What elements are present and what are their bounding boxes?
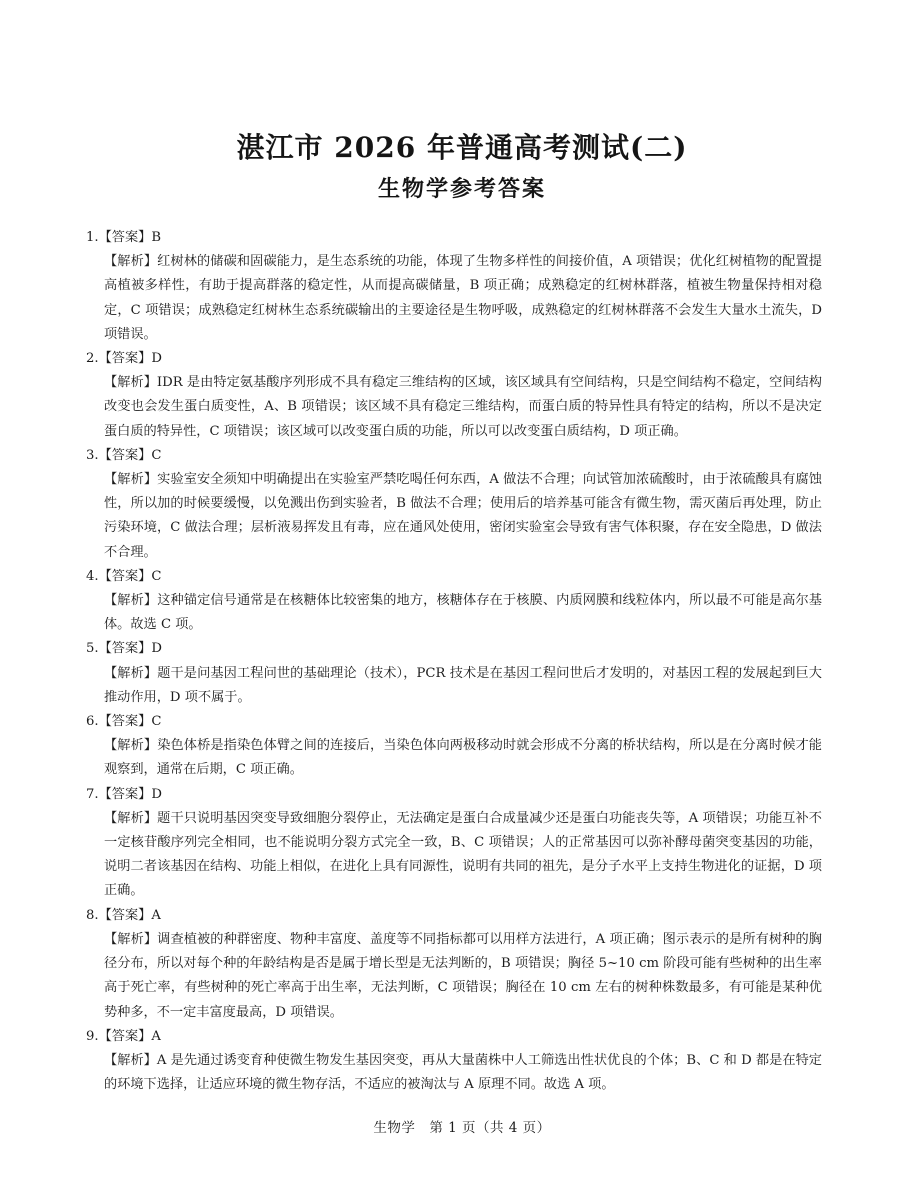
analysis-text: 【解析】题干只说明基因突变导致细胞分裂停止，无法确定是蛋白合成量减少还是蛋白功能丧失等，A 项错误；功能互补不一定核苷酸序列完全相同，也不能说明分裂方式完全一致，B、C 项错误；人的正常基因可以弥补酵母菌突变基因的功能，说明二者该基因在结构、功能上相似，在进化上具有同源性，说明有共同的祖先，是分子水平上支持生物进化的证据，D 项正确。 (104, 810, 822, 899)
question-item (86, 904, 822, 1025)
answer-line (86, 565, 822, 589)
answer-key: 【答案】A (98, 907, 161, 923)
question-number: 7. (86, 786, 99, 802)
answer-key: 【答案】B (98, 230, 162, 245)
question-number: 8. (86, 907, 99, 923)
question-item (86, 565, 822, 638)
answer-line (86, 710, 822, 734)
question-item (86, 637, 822, 710)
answer-line (86, 226, 822, 250)
answer-key: 【答案】A (98, 1028, 161, 1044)
question-item (86, 783, 822, 904)
page-footer: 生物学 第 1 页（共 4 页） (373, 1120, 551, 1136)
answer-line (86, 904, 822, 928)
answer-key: 【答案】C (98, 714, 162, 730)
answer-key: 【答案】D (98, 786, 162, 802)
question-number: 6. (86, 714, 99, 730)
question-number: 2. (86, 351, 99, 367)
question-item (86, 1025, 822, 1098)
answer-line (86, 347, 822, 371)
question-number: 1. (86, 230, 99, 245)
analysis-text: 【解析】红树林的储碳和固碳能力，是生态系统的功能，体现了生物多样性的间接价值，A 项错误；优化红树植物的配置提高植被多样性，有助于提高群落的稳定性，从而提高碳储量，B 项正确；成熟稳定的红树林群落，植被生物量保持相对稳定，C 项错误；成熟稳定红树林生态系统碳输出的主要途径是生物呼吸，成熟稳定的红树林群落不会发生大量水土流失，D 项错误。 (104, 254, 822, 342)
question-item (86, 710, 822, 783)
page-title: 湛江市 2026 年普通高考测试(二) (236, 131, 688, 164)
page-subtitle: 生物学参考答案 (377, 177, 546, 202)
analysis-text: 【解析】A 是先通过诱变育种使微生物发生基因突变，再从大量菌株中人工筛选出性状优良的个体；B、C 和 D 都是在特定的环境下选择，让适应环境的微生物存活，不适应的被淘汰与 A 原理不同。故选 A 项。 (104, 1052, 822, 1093)
analysis-text: 【解析】调查植被的种群密度、物种丰富度、盖度等不同指标都可以用样方法进行，A 项正确；图示表示的是所有树种的胸径分布，所以对每个种的年龄结构是否是属于增长型是无法判断的，B 项错误；胸径 5~10 cm 阶段可能有些树种的出生率高于死亡率，有些树种的死亡率高于出生率，无法判断，C 项错误；胸径在 10 cm 左右的树种株数最多，有可能是某种优势种多，不一定丰富度最高，D 项错误。 (104, 931, 822, 1020)
question-number: 3. (86, 447, 99, 463)
question-item (86, 347, 822, 444)
question-item (86, 226, 822, 347)
question-item (86, 444, 822, 565)
answer-line (86, 637, 822, 661)
answer-key: 【答案】D (98, 641, 162, 657)
analysis-text: 【解析】实验室安全须知中明确提出在实验室严禁吃喝任何东西，A 做法不合理；向试管加浓硫酸时，由于浓硫酸具有腐蚀性，所以加的时候要缓慢，以免溅出伤到实验者，B 做法不合理；使用后的培养基可能含有微生物，需灭菌后再处理，防止污染环境，C 做法合理；层析液易挥发且有毒，应在通风处使用，密闭实验室会导致有害气体积聚，存在安全隐患，D 做法不合理。 (104, 472, 822, 560)
answer-list (86, 226, 822, 1097)
analysis-text: 【解析】这种锚定信号通常是在核糖体比较密集的地方，核糖体存在于核膜、内质网膜和线粒体内，所以最不可能是高尔基体。故选 C 项。 (104, 593, 822, 633)
answer-line (86, 1025, 822, 1049)
question-number: 5. (86, 641, 99, 657)
answer-line (86, 783, 822, 807)
answer-key: 【答案】C (98, 447, 162, 463)
question-number: 4. (86, 568, 99, 584)
answer-line (86, 444, 822, 468)
analysis-text: 【解析】染色体桥是指染色体臂之间的连接后，当染色体向两极移动时就会形成不分离的桥状结构，所以是在分离时候才能观察到，通常在后期，C 项正确。 (104, 738, 822, 778)
analysis-text: 【解析】IDR 是由特定氨基酸序列形成不具有稳定三维结构的区域，该区域具有空间结构，只是空间结构不稳定，空间结构改变也会发生蛋白质变性，A、B 项错误；该区域不具有稳定三维结构，而蛋白质的特异性具有特定的结构，所以不是决定蛋白质的特异性，C 项错误；该区域可以改变蛋白质的功能，所以可以改变蛋白质结构，D 项正确。 (104, 375, 822, 439)
question-number: 9. (86, 1028, 99, 1044)
answer-key: 【答案】C (98, 568, 162, 584)
analysis-text: 【解析】题干是问基因工程问世的基础理论（技术），PCR 技术是在基因工程问世后才发明的，对基因工程的发展起到巨大推动作用，D 项不属于。 (104, 665, 822, 705)
answer-key: 【答案】D (98, 351, 162, 367)
